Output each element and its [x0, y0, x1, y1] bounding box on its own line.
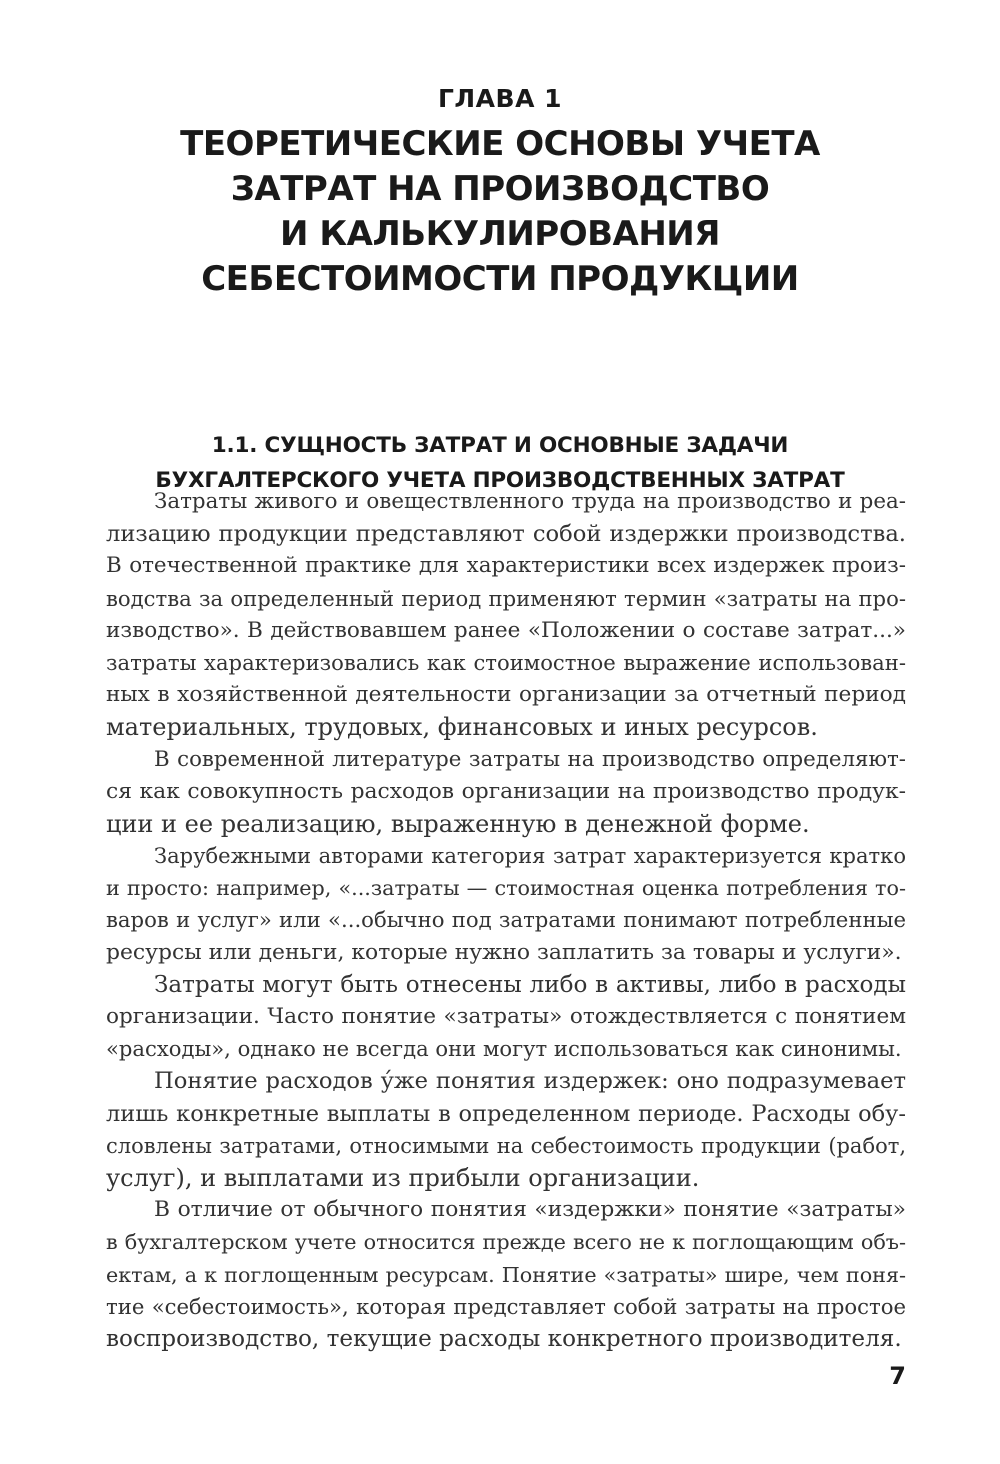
text-line: лизацию продукции представляют собой издержки производства. [106, 521, 906, 548]
chapter-label: ГЛАВА 1 [437, 84, 563, 113]
text-line: изводство». В действовавшем ранее «Положении о составе затрат...» [106, 617, 906, 643]
text-line: ных в хозяйственной деятельности организации за отчетный период [106, 682, 906, 708]
text-line: В отличие от обычного понятия «издержки» понятие «затраты» [154, 1197, 906, 1223]
text-line: материальных, трудовых, финансовых и иных ресурсов. [106, 713, 818, 742]
text-line: ектам, а к поглощенным ресурсам. Понятие «затраты» шире, чем поня- [106, 1262, 906, 1287]
text-line: ся как совокупность расходов организации на производство продук- [106, 778, 906, 804]
text-line: тие «себестоимость», которая представляет собой затраты на простое [106, 1293, 906, 1319]
section-title-line: БУХГАЛТЕРСКОГО УЧЕТА ПРОИЗВОДСТВЕННЫХ ЗАТРАТ [155, 468, 845, 493]
text-line: Затраты живого и овеществленного труда на производство и реа- [154, 489, 906, 514]
text-line: организации. Часто понятие «затраты» отождествляется с понятием [106, 1004, 906, 1029]
text-line: в бухгалтерском учете относится прежде всего не к поглощающим объ- [106, 1230, 906, 1255]
text-line: и просто: например, «...затраты — стоимостная оценка потребления то- [106, 876, 906, 901]
text-line: Понятие расходов у́же понятия издержек: оно подразумевает [154, 1068, 906, 1095]
text-line: услуг), и выплатами из прибыли организации. [106, 1163, 700, 1192]
chapter-title [120, 122, 880, 302]
text-line: ции и ее реализацию, выраженную в денежной форме. [106, 809, 810, 838]
text-line: затраты характеризовались как стоимостное выражение использован- [106, 649, 906, 675]
text-line: варов и услуг» или «...обычно под затратами понимают потребленные [106, 907, 906, 933]
text-line: В отечественной практике для характеристики всех издержек произ- [106, 553, 906, 579]
chapter-title-line: И КАЛЬКУЛИРОВАНИЯ [280, 214, 720, 254]
chapter-title-line: ЗАТРАТ НА ПРОИЗВОДСТВО [230, 169, 770, 209]
text-line: воспроизводство, текущие расходы конкретного производителя. [106, 1325, 902, 1352]
section-title-line: 1.1. СУЩНОСТЬ ЗАТРАТ И ОСНОВНЫЕ ЗАДАЧИ [211, 433, 789, 458]
text-line: «расходы», однако не всегда они могут использоваться как синонимы. [106, 1036, 902, 1062]
chapter-title-line: ТЕОРЕТИЧЕСКИЕ ОСНОВЫ УЧЕТА [180, 124, 820, 164]
text-line: Затраты могут быть отнесены либо в активы, либо в расходы [154, 971, 906, 998]
text-line: водства за определенный период применяют термин «затраты на про- [106, 585, 906, 611]
text-line: словлены затратами, относимыми на себестоимость продукции (работ, [106, 1133, 906, 1158]
chapter-title-line: СЕБЕСТОИМОСТИ ПРОДУКЦИИ [201, 259, 799, 299]
body-text [106, 486, 906, 1355]
text-line: лишь конкретные выплаты в определенном периоде. Расходы обу- [106, 1100, 906, 1127]
page-number: 7 [889, 1362, 906, 1390]
text-line: Зарубежными авторами категория затрат характеризуется кратко [154, 843, 906, 869]
text-line: В современной литературе затраты на производство определяют- [154, 746, 906, 772]
text-line: ресурсы или деньги, которые нужно заплатить за товары и услуги». [106, 939, 902, 965]
